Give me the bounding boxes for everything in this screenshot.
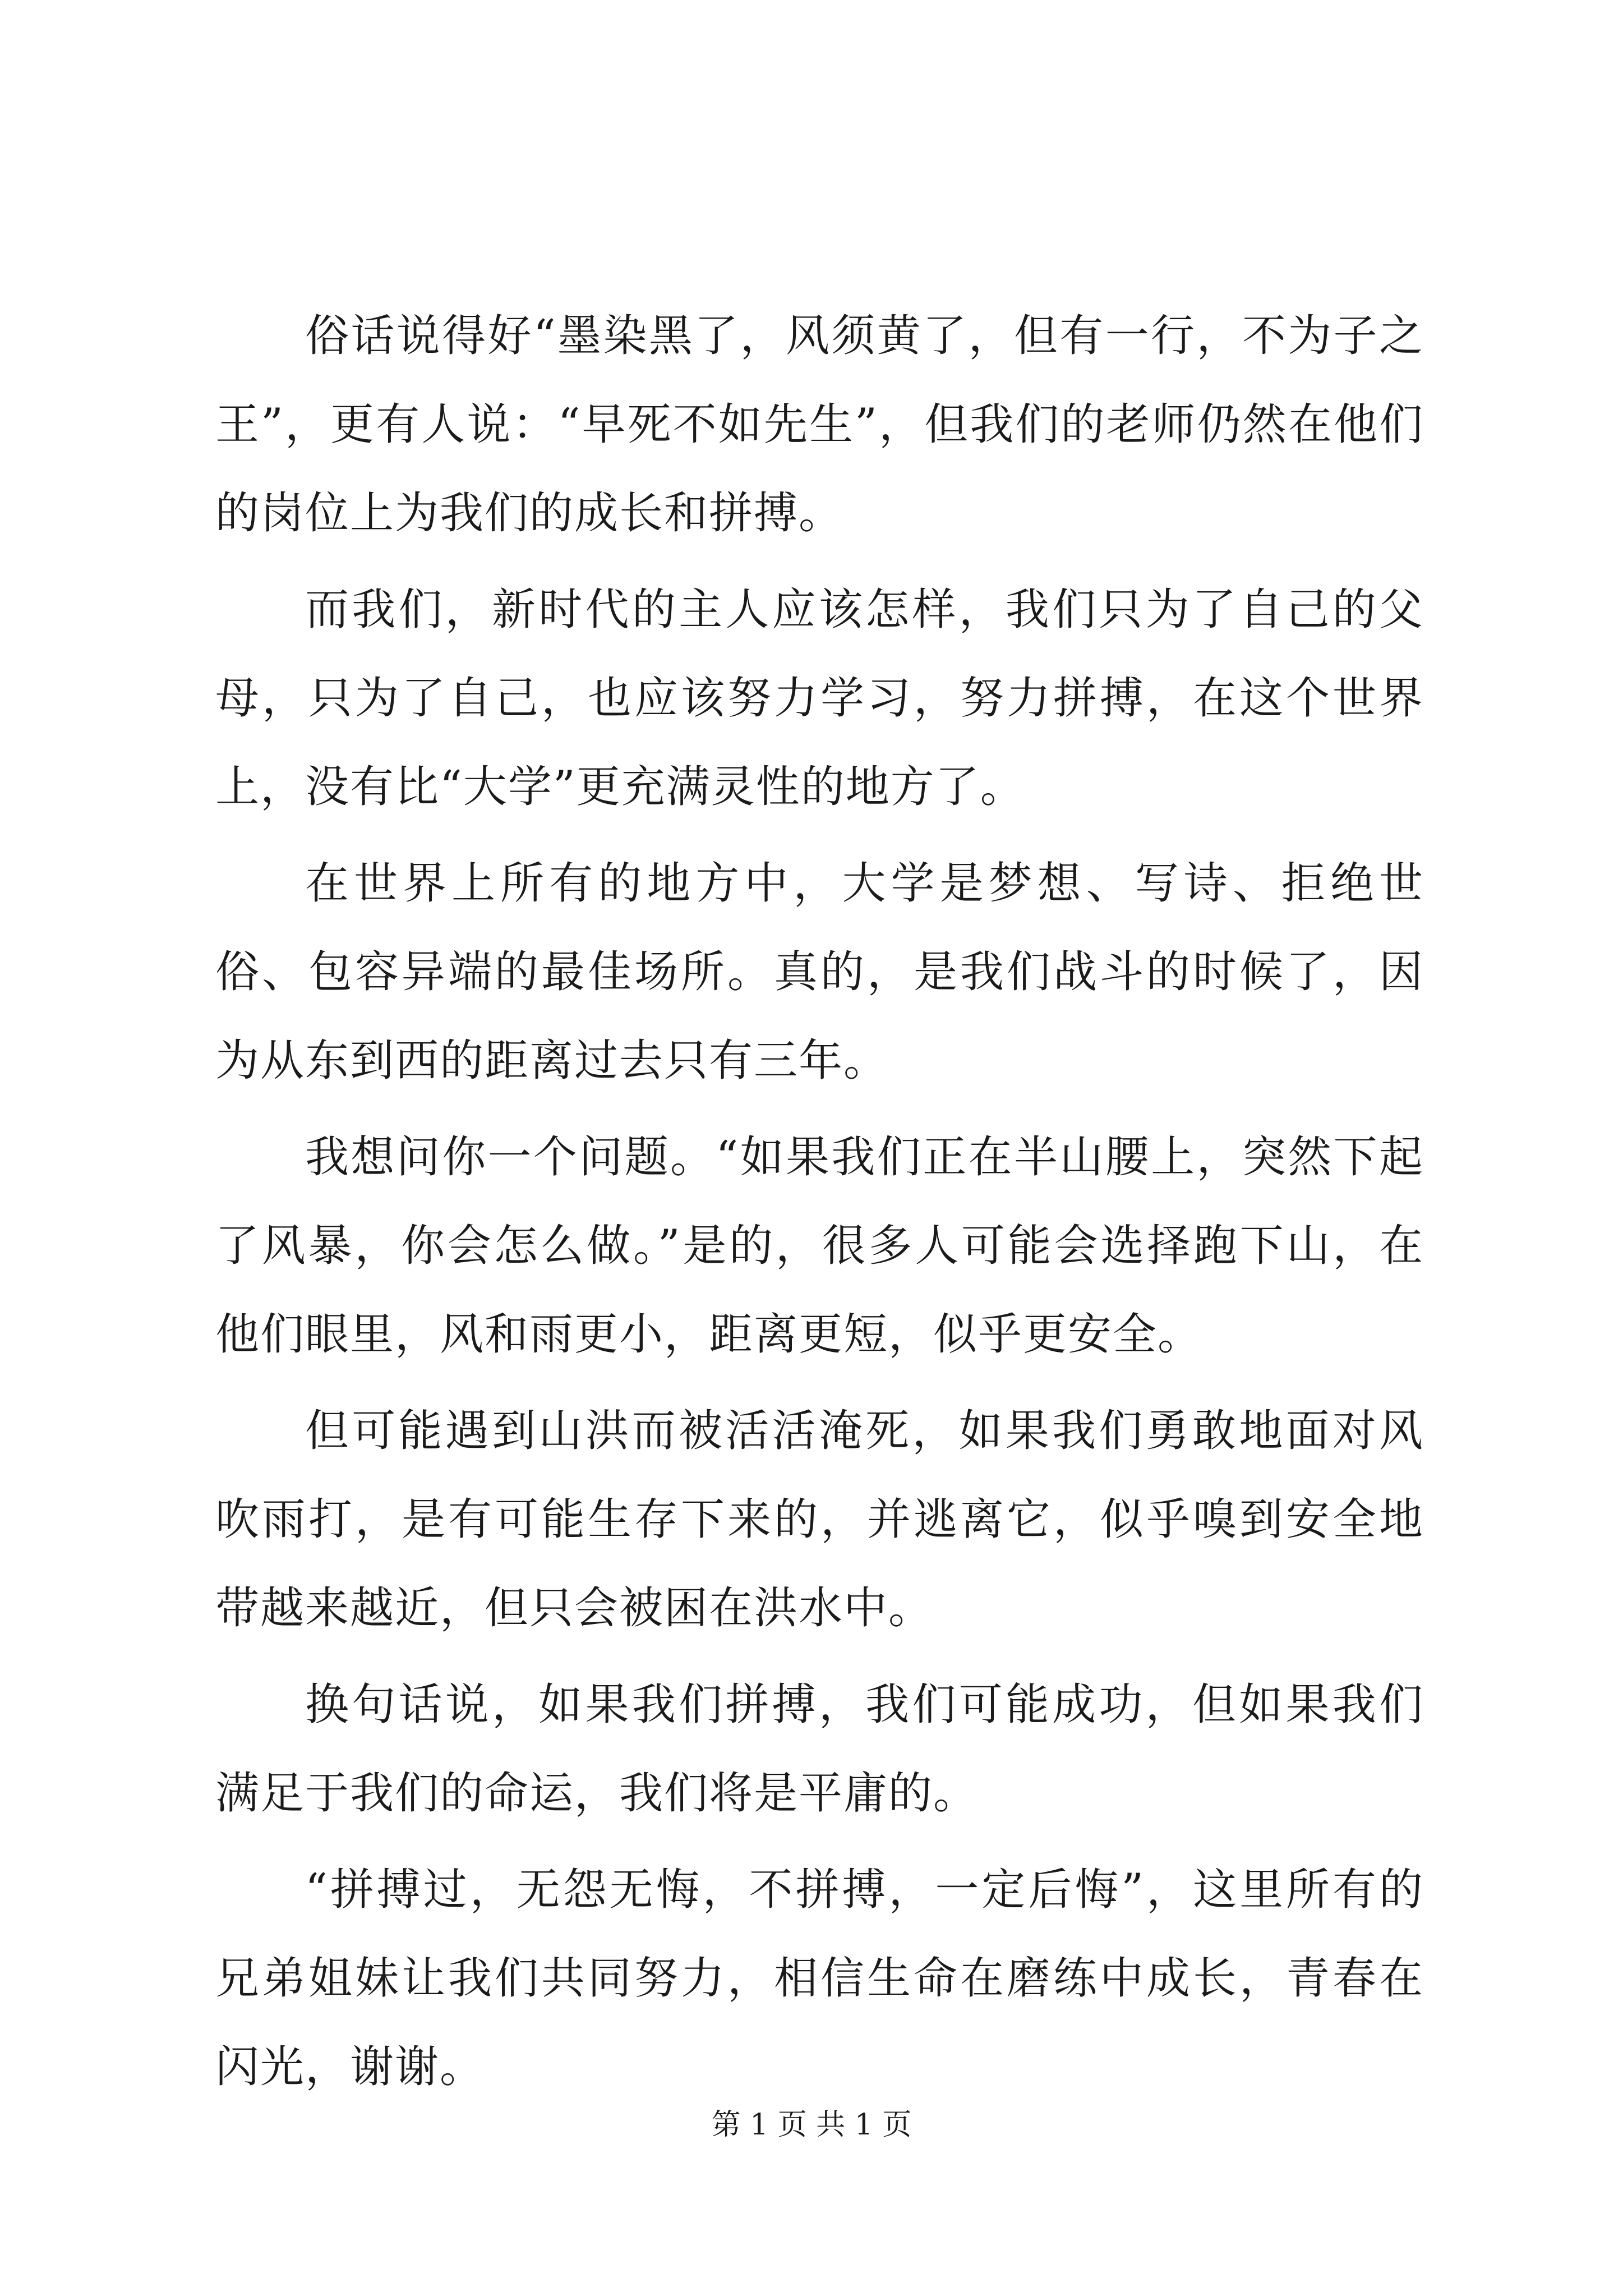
paragraph-5: 但可能遇到山洪而被活活淹死，如果我们勇敢地面对风吹雨打，是有可能生存下来的，并逃离它，似乎嗅到安全地带越来越近，但只会被困在洪水中。	[215, 1406, 1424, 1634]
document-body	[215, 292, 1424, 2119]
page-footer: 第 1 页 共 1 页	[711, 2108, 912, 2142]
paragraph-6: 换句话说，如果我们拼搏，我们可能成功，但如果我们满足于我们的命运，我们将是平庸的。	[215, 1680, 1424, 1819]
paragraph-2: 而我们，新时代的主人应该怎样，我们只为了自己的父母，只为了自己，也应该努力学习，努力拼搏，在这个世界上，没有比“大学”更充满灵性的地方了。	[215, 585, 1424, 812]
paragraph-7: “拼搏过，无怨无悔，不拼搏，一定后悔”，这里所有的兄弟姐妹让我们共同努力，相信生命在磨练中成长，青春在闪光，谢谢。	[215, 1865, 1424, 2092]
paragraph-3: 在世界上所有的地方中，大学是梦想、写诗、拒绝世俗、包容异端的最佳场所。真的，是我们战斗的时候了，因为从东到西的距离过去只有三年。	[215, 858, 1424, 1086]
paragraph-4: 我想问你一个问题。“如果我们正在半山腰上，突然下起了风暴，你会怎么做。”是的，很多人可能会选择跑下山，在他们眼里，风和雨更小，距离更短，似乎更安全。	[215, 1132, 1424, 1360]
paragraph-1: 俗话说得好“墨染黑了，风须黄了，但有一行，不为子之王”，更有人说：“早死不如先生”，但我们的老师仍然在他们的岗位上为我们的成长和拼搏。	[215, 311, 1424, 539]
